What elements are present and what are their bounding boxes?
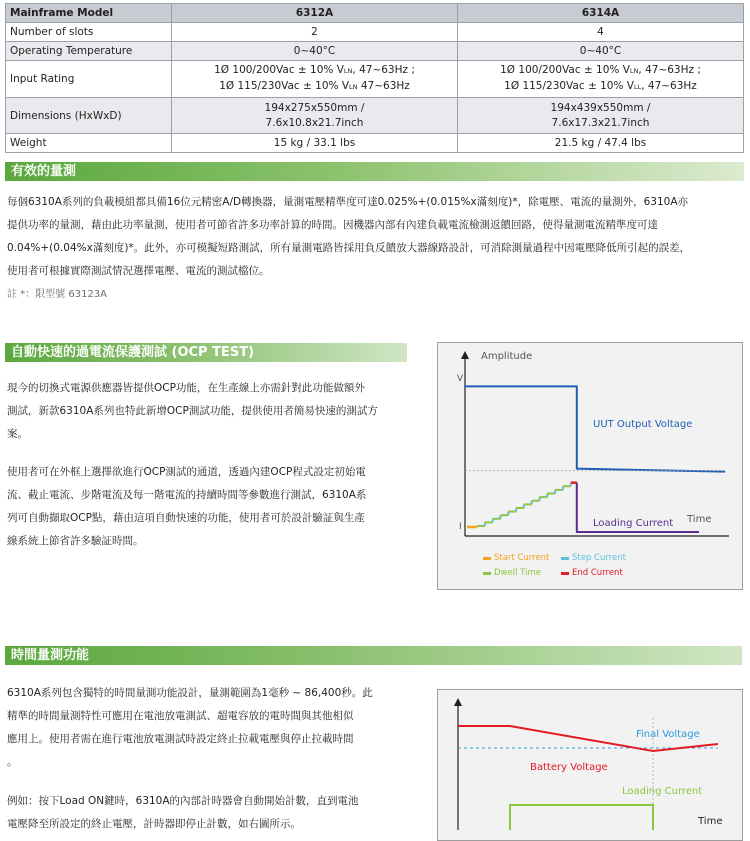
legend-end-current: End Current xyxy=(561,568,623,578)
y-axis-arrow xyxy=(454,698,462,706)
legend-start-current: Start Current xyxy=(483,553,549,563)
y-axis-arrow xyxy=(461,351,469,359)
loading-current-label: Loading Current xyxy=(593,518,674,529)
legend-swatch xyxy=(561,572,569,575)
measure-note: 註 *：限型號 63123A xyxy=(7,289,108,300)
table-row-label: Weight xyxy=(6,134,172,153)
table-cell: 194x439x550mm / 7.6x17.3x21.7inch xyxy=(458,98,744,134)
table-cell: 0~40°C xyxy=(458,42,744,61)
section-title-timing: 時間量測功能 xyxy=(5,646,742,665)
x-axis-label: Time xyxy=(687,514,712,525)
uut-voltage-label: UUT Output Voltage xyxy=(593,419,693,430)
table-cell: 4 xyxy=(458,23,744,42)
final-voltage-label: Final Voltage xyxy=(636,729,700,740)
battery-voltage-label: Battery Voltage xyxy=(530,762,608,773)
legend-dwell-time: Dwell Time xyxy=(483,568,541,578)
table-row-label: Dimensions (HxWxD) xyxy=(6,98,172,134)
x-axis-label: Time xyxy=(698,816,723,827)
table-row-label: Number of slots xyxy=(6,23,172,42)
timing-chart-svg xyxy=(438,690,742,840)
spec-table xyxy=(5,3,744,153)
legend-swatch xyxy=(483,557,491,560)
table-cell: 21.5 kg / 47.4 lbs xyxy=(458,134,744,153)
table-row-label: Input Rating xyxy=(6,61,172,98)
table-cell: 2 xyxy=(172,23,458,42)
loading-current-label: Loading Current xyxy=(622,786,703,797)
legend-swatch xyxy=(483,572,491,575)
timing-paragraph-1: 6310A系列包含獨特的時間量測功能設計，量測範圍為1毫秒 ~ 86,400秒。此 精準的時間量測特性可應用在電池放電測試、超電容放的電時間與其他相似 應用上。使用者需在進行電池放電測試時設定終止拉載電壓與停止拉載時間 。 xyxy=(7,687,373,768)
table-header: 6314A xyxy=(458,4,744,23)
measure-paragraph: 每個6310A系列的負載模組都具備16位元精密A/D轉換器，量測電壓精準度可達0.025%+(0.015%x滿刻度)*，除電壓、電流的量測外，6310A亦 提供功率的量測，藉由此功率量測，使用者可節省許多功率計算的時間。因機器內部有內建負載電流檢測返饋回路，使得量測電流精準度可達 0.04%+(0.04%x滿刻度)*。此外，亦可模擬短路測試，所有量測電路皆採用負反饋放大器線路設計，可消除測量過程中因電壓降低所引起的誤差， 使用者可根據實際測試情況選擇電壓、電流的測試檔位。 xyxy=(7,196,691,277)
table-header: 6312A xyxy=(172,4,458,23)
table-cell: 15 kg / 33.1 lbs xyxy=(172,134,458,153)
table-cell: 1Ø 100/200Vac ± 10% VLN, 47~63Hz ; 1Ø 115/230Vac ± 10% VLN 47~63Hz xyxy=(172,61,458,98)
table-cell: 194x275x550mm / 7.6x10.8x21.7inch xyxy=(172,98,458,134)
loading-current-line xyxy=(510,805,653,830)
ocp-chart xyxy=(437,342,743,590)
section-title-ocp: 自動快速的過電流保護測試 (OCP TEST) xyxy=(5,343,407,362)
table-header: Mainframe Model xyxy=(6,4,172,23)
section-title-measure: 有效的量測 xyxy=(5,162,744,181)
v-marker: V xyxy=(457,374,464,384)
table-cell: 0~40°C xyxy=(172,42,458,61)
timing-paragraph-2: 例如：按下Load ON鍵時，6310A的內部計時器會自動開始計數，直到電池 電壓降至所設定的終止電壓，計時器即停止計數，如右圖所示。 xyxy=(7,795,359,830)
y-axis-label: Amplitude xyxy=(481,351,533,362)
legend-swatch xyxy=(561,557,569,560)
timing-chart xyxy=(437,689,743,841)
legend-step-current: Step Current xyxy=(561,553,626,563)
table-row-label: Operating Temperature xyxy=(6,42,172,61)
ocp-paragraph-2: 使用者可在外框上選擇欲進行OCP測試的通道，透過內建OCP程式設定初始電 流、截止電流、步階電流及每一階電流的持續時間等參數進行測試，6310A系 列可自動擷取OCP點，藉由這項自動快速的功能，使用者可於設計驗証與生產 線系統上節省許多驗証時間。 xyxy=(7,466,367,547)
i-marker: I xyxy=(459,522,462,532)
table-cell: 1Ø 100/200Vac ± 10% VLN, 47~63Hz ; 1Ø 115/230Vac ± 10% VLL, 47~63Hz xyxy=(458,61,744,98)
ocp-paragraph-1: 現今的切換式電源供應器皆提供OCP功能，在生產線上亦需針對此功能做額外 測試，新款6310A系列也特此新增OCP測試功能，提供使用者簡易快速的測試方 案。 xyxy=(7,382,378,440)
